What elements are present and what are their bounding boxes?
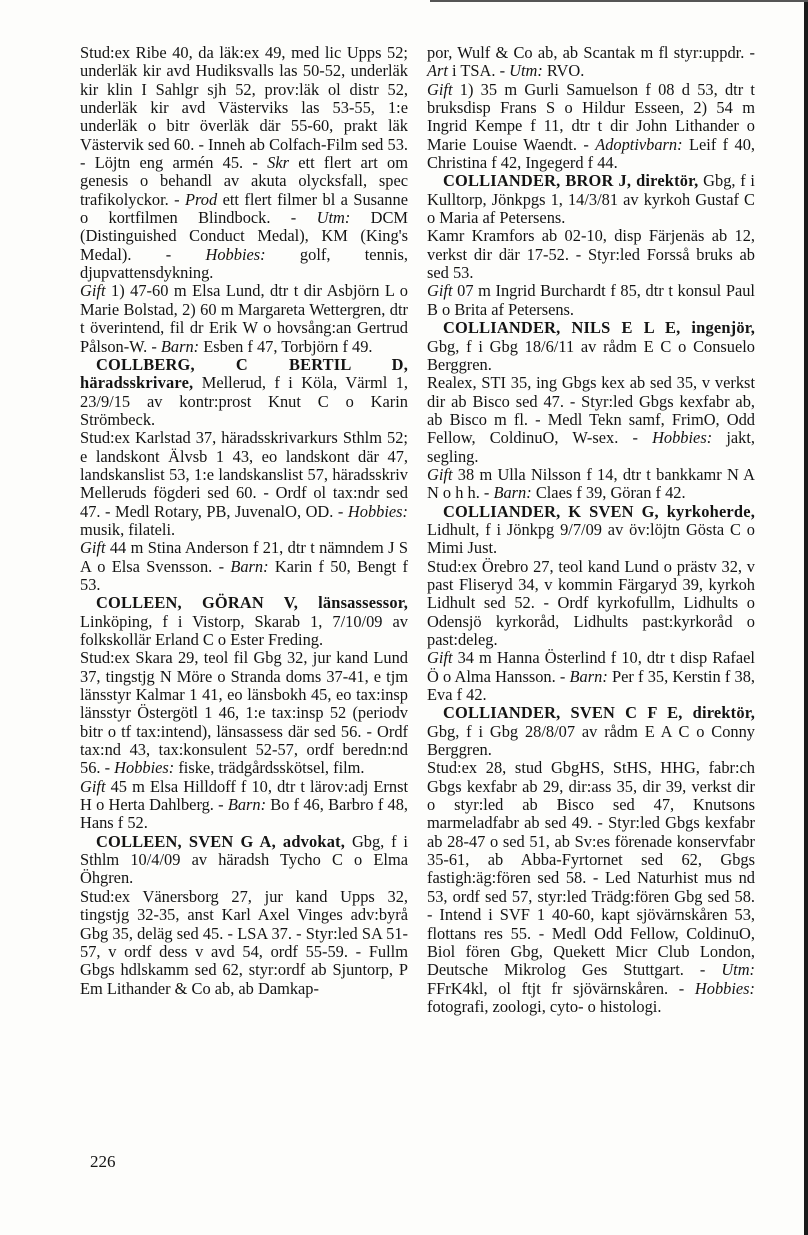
text-paragraph <box>80 649 408 777</box>
text-run: fiske, trädgårdsskötsel, film. <box>174 758 365 778</box>
text-run: 45 m Elsa Hilldoff f 10, dtr t lärov:adj Ernst H o Herta Dahlberg. - <box>80 776 408 815</box>
italic-label: Gift <box>80 538 106 558</box>
italic-label: Gift <box>427 464 453 484</box>
italic-label: Utm: <box>316 208 351 228</box>
italic-label: Barn: <box>160 336 200 356</box>
text-run: 44 m Stina Anderson f 21, dtr t nämndem J S A o Elsa Svensson. - <box>80 538 408 576</box>
entry-name: COLLIANDER, NILS E L E, ingenjör, <box>443 318 755 338</box>
italic-label: Utm: <box>721 960 755 980</box>
text-run: Gbg, f i Kulltorp, Jönkpgs 1, 14/3/81 av kyrkoh Gustaf C o Maria af Petersens. <box>427 171 755 228</box>
scan-edge-right <box>804 0 808 1235</box>
italic-label: Hobbies: <box>114 758 175 778</box>
italic-label: Gift <box>427 648 453 668</box>
italic-label: Gift <box>427 79 453 99</box>
text-run: Realex, STI 35, ing Gbgs kex ab sed 35, v verkst dir ab Bisco sed 47. - Styr:led Gbgs kexfabr ab, ab Bisco m fl. - Medl Tekn samf, FrimO, Odd Fellow, ColdinuO, W-sex. - <box>427 373 755 448</box>
entry-heading-paragraph <box>427 319 755 374</box>
entry-heading-paragraph <box>80 356 408 429</box>
text-run: ett flert art om genesis o behandl av akuta olycksfall, spec trafikolyckor. - <box>80 153 409 209</box>
italic-label: Hobbies: <box>347 501 408 521</box>
italic-label: Adoptivbarn: <box>595 134 683 154</box>
entry-name: COLLEEN, GÖRAN V, länsassessor, <box>96 593 408 613</box>
text-run: Gbg, f i Gbg 28/8/07 av rådm E A C o Conny Berggren. <box>427 721 755 760</box>
entry-name: COLLIANDER, BROR J, direktör, <box>443 171 699 191</box>
text-paragraph <box>427 44 755 81</box>
text-run: ett flert filmer bl a Susanne o kortfilmen Blindbock. - <box>80 189 408 228</box>
italic-label: Hobbies: <box>652 428 713 448</box>
text-paragraph <box>80 778 408 833</box>
text-run: 38 m Ulla Nilsson f 14, dtr t bankkamr N A N o h h. - <box>427 464 755 503</box>
text-paragraph <box>427 649 755 704</box>
page-number: 226 <box>90 1152 116 1171</box>
text-run: DCM (Distinguished Conduct Medal), KM (King's Medal). - <box>80 208 408 264</box>
text-run: Stud:ex Skara 29, teol fil Gbg 32, jur kand Lund 37, tingstjg N Möre o Stranda doms 37-41, e tjm länsstyr Kalmar 1 41, eo länsbokh 45, eo tax:insp länsstyr Östergötl 1 46, 1:e tax:insp 52 (periodv bitr o tf tax:intend), länsassess där sed 56. - Ordf tax:nd 43, tax:konsulent 52-57, ordf beredn:nd 56. - <box>80 648 408 778</box>
text-run: FFrK4kl, ol ftjt fr sjövärnskåren. - <box>427 978 695 998</box>
text-run: Mellerud, f i Köla, Värml 1, 23/9/15 av kontr:prost Knut C o Karin Strömbeck. <box>80 373 408 429</box>
text-run: Leif f 40, Christina f 42, Ingegerd f 44. <box>427 134 755 173</box>
entry-heading-paragraph <box>427 704 755 759</box>
text-run: Claes f 39, Göran f 42. <box>531 483 686 503</box>
text-run: Linköping, f i Vistorp, Skarab 1, 7/10/09 av folkskollär Erland C o Ester Freding. <box>80 611 408 649</box>
entry-heading-paragraph <box>80 833 408 888</box>
italic-label: Gift <box>427 281 453 301</box>
text-run: Esben f 47, Torbjörn f 49. <box>199 336 373 356</box>
text-run: golf, tennis, djupvattensdykning. <box>80 244 408 283</box>
entry-name: COLLEEN, SVEN G A, advokat, <box>96 831 346 851</box>
text-run: musik, filateli. <box>80 519 176 539</box>
text-run: Stud:ex Vänersborg 27, jur kand Upps 32, tingstjg 32-35, anst Karl Axel Vinges adv:byrå Gbg 35, deläg sed 45. - LSA 37. - Styr:led SA 51-57, v ordf dess v avd 54, ordf 55-59. - Fullm Gbgs hdlskamm sed 62, styr:ordf ab Sjuntorp, P Em Lithander & Co ab, ab Damkap- <box>80 886 408 998</box>
italic-label: Utm: <box>509 61 543 81</box>
text-paragraph <box>80 888 408 998</box>
text-run: Per f 35, Kerstin f 38, Eva f 42. <box>427 666 755 705</box>
italic-label: Gift <box>80 776 106 796</box>
text-run: Stud:ex Karlstad 37, häradsskrivarkurs Sthlm 52; e landskont Älvsb 1 43, eo landskont där 47, landskanslist 53, 1:e landskanslist 57, häradsskriv Melleruds fögderi sed 60. - Ordf ol tax:ndr sed 47. - Medl Rotary, PB, JuvenalO, OD. - <box>80 428 408 521</box>
text-run: 07 m Ingrid Burchardt f 85, dtr t konsul Paul B o Brita af Petersens. <box>427 281 755 319</box>
text-paragraph <box>427 466 755 503</box>
text-run: Stud:ex Örebro 27, teol kand Lund o prästv 32, v past Fliseryd 34, v kommin Färgaryd 39, kyrkoh Lidhult sed 52. - Ordf kyrkofullm, Lidhults o Odensjö kyrkoråd, Lidhults past:kyrkoråd o past:deleg. <box>427 556 755 649</box>
column-left <box>80 44 408 998</box>
text-run: Bo f 46, Barbro f 48, Hans f 52. <box>80 795 408 833</box>
text-paragraph <box>80 44 408 282</box>
text-run: por, Wulf & Co ab, ab Scantak m fl styr:uppdr. - <box>427 43 755 62</box>
text-run: 1) 35 m Gurli Samuelson f 08 d 53, dtr t bruksdisp Frans S o Hildur Esseen, 2) 54 m Ingrid Kempe f 11, dtr t dir John Lithander o Marie Louise Waendt. - <box>427 79 755 154</box>
italic-label: Skr <box>267 153 290 173</box>
text-run: 34 m Hanna Österlind f 10, dtr t disp Rafael Ö o Alma Hansson. - <box>427 648 755 686</box>
text-paragraph <box>427 759 755 1016</box>
text-run: Gbg, f i Sthlm 10/4/09 av häradsh Tycho C o Elma Öhgren. <box>80 831 408 888</box>
entry-heading-paragraph <box>80 594 408 649</box>
text-run: Stud:ex Ribe 40, da läk:ex 49, med lic Upps 52; underläk kir avd Hudiksvalls las 50-52, underläk kir klin I Sahlgr sjh 52, prov:läk ol distr 52, underläk kir avd Västerviks las 53-55, 1:e underläk o bitr överläk där 55-60, prakt läk Västervik sed 60. - Inneh ab Colfach-Film sed 53. - Löjtn eng armén 45. - <box>80 43 408 173</box>
text-paragraph <box>427 374 755 466</box>
entry-name: COLLIANDER, SVEN C F E, direktör, <box>443 703 755 723</box>
text-paragraph <box>427 282 755 319</box>
text-paragraph <box>427 81 755 173</box>
scan-edge-top <box>430 0 808 2</box>
text-run: Gbg, f i Gbg 18/6/11 av rådm E C o Consuelo Berggren. <box>427 336 755 374</box>
column-right <box>427 44 755 1016</box>
text-run: 1) 47-60 m Elsa Lund, dtr t dir Asbjörn L o Marie Bolstad, 2) 60 m Margareta Wettergren, dtr t överintend, fil dr Erik W o hovsång:an Gertrud Pålson-W. - <box>80 281 408 356</box>
text-run: Kamr Kramfors ab 02-10, disp Färjenäs ab 12, verkst dir där 17-52. - Styr:led Forsså bruks ab sed 53. <box>427 226 755 283</box>
italic-label: Hobbies: <box>205 244 266 264</box>
italic-label: Gift <box>80 281 106 301</box>
text-run: Stud:ex 28, stud GbgHS, StHS, HHG, fabr:ch Gbgs kexfabr ab 29, dir:ass 35, dir 39, verkst dir o styr:led ab Bisco sed 47, Knutsons marmeladfabr ab sed 49. - Styr:led Gbgs kexfabr ab 28-47 o sed 51, ab Sv:es förenade konservfabr 35-61, ab Abba-Fyrtornet sed 62, Gbgs fastigh:äg:fören sed 58. - Led Naturhist mus nd 53, ordf sed 57, styr:led Trädg:fören Gbg sed 58. - Intend i SVF 1 40-60, kapt sjövärnskåren 53, flottans res 55. - Medl Odd Fellow, ColdinuO, Biol fören Gbg, Quekett Micr Club London, Deutsche Mikrolog Ges Stuttgart. - <box>427 758 755 980</box>
italic-label: Barn: <box>493 483 532 503</box>
text-run: RVO. <box>542 61 585 81</box>
text-paragraph <box>80 282 408 355</box>
text-run: fotografi, zoologi, cyto- o histologi. <box>427 996 662 1016</box>
text-run: Karin f 50, Bengt f 53. <box>80 556 408 594</box>
italic-label: Barn: <box>230 556 269 576</box>
entry-heading-paragraph <box>427 503 755 558</box>
italic-label: Barn: <box>227 795 267 815</box>
text-paragraph <box>80 429 408 539</box>
text-run: i TSA. - <box>447 61 510 81</box>
italic-label: Art <box>427 61 448 81</box>
text-paragraph <box>427 227 755 282</box>
text-run: jakt, segling. <box>427 428 756 466</box>
italic-label: Prod <box>185 189 218 209</box>
entry-heading-paragraph <box>427 172 755 227</box>
italic-label: Barn: <box>569 666 608 686</box>
italic-label: Hobbies: <box>694 978 755 998</box>
text-paragraph <box>80 539 408 594</box>
entry-name: COLLBERG, C BERTIL D, häradsskrivare, <box>80 354 408 393</box>
entry-name: COLLIANDER, K SVEN G, kyrkoherde, <box>443 501 755 521</box>
text-run: Lidhult, f i Jönkpg 9/7/09 av öv:löjtn Gösta C o Mimi Just. <box>427 519 755 558</box>
text-paragraph <box>427 558 755 650</box>
